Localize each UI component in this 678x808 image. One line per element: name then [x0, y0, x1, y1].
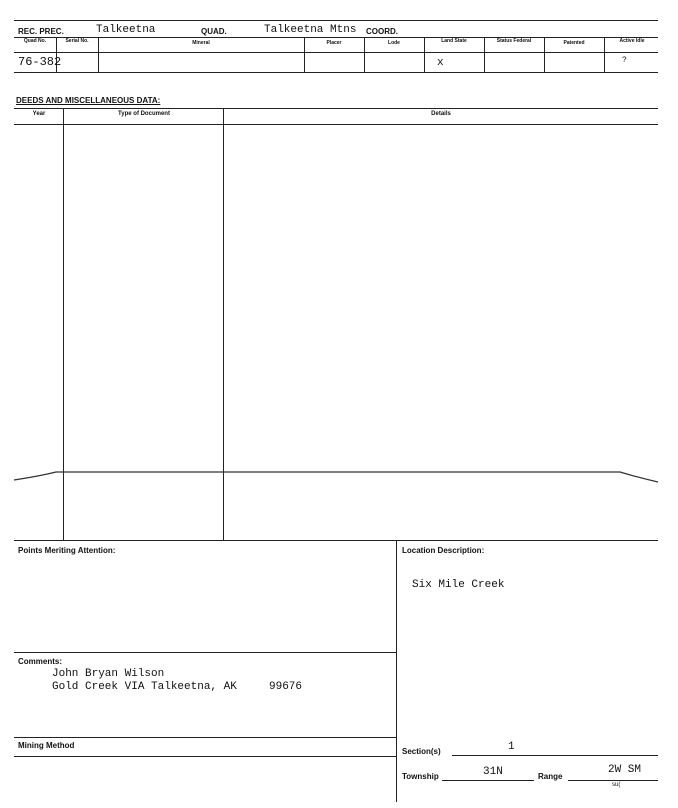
- mining-method-bottom: [14, 756, 396, 757]
- col-active-idle: Active Idle: [619, 38, 645, 44]
- col-status-federal: Status Federal: [496, 38, 532, 44]
- comments-rule: [14, 652, 396, 653]
- range-label: Range: [538, 772, 563, 781]
- comments-line-2: Gold Creek VIA Talkeetna, AK: [52, 681, 237, 693]
- rec-prec-value: Talkeetna: [96, 24, 156, 36]
- deeds-bottom: [14, 540, 658, 541]
- col-land-state: Land State: [441, 38, 467, 44]
- comments-label: Comments:: [18, 657, 63, 666]
- range-underline: [568, 780, 658, 781]
- quad-value: Talkeetna Mtns: [264, 24, 357, 36]
- location-value: Six Mile Creek: [412, 579, 505, 591]
- quad-no-value: 76-382: [18, 55, 62, 69]
- points-label: Points Meriting Attention:: [18, 546, 116, 555]
- township-value: 31N: [483, 766, 503, 778]
- col-lode: Lode: [388, 40, 400, 46]
- col-mineral: Mineral: [192, 40, 210, 46]
- range-subnote: su(: [612, 782, 621, 788]
- section-label: Section(s): [402, 747, 441, 756]
- section-value: 1: [508, 741, 515, 753]
- claims-table-bottom: [14, 72, 658, 73]
- mining-method-label: Mining Method: [18, 741, 75, 750]
- land-state-value: x: [437, 57, 444, 69]
- coord-label: COORD.: [366, 27, 398, 36]
- col-serial-no: Serial No.: [65, 38, 89, 44]
- lower-center-divider: [396, 540, 397, 802]
- fold-crease: [0, 460, 678, 490]
- col-quad-no: Quad No.: [23, 38, 47, 44]
- deeds-header-top: [14, 108, 658, 109]
- claims-table-top: [14, 37, 658, 38]
- section-underline: [452, 755, 658, 756]
- range-value: 2W SM: [608, 764, 642, 776]
- quad-label: QUAD.: [201, 27, 227, 36]
- township-label: Township: [402, 772, 439, 781]
- mining-method-rule: [14, 737, 396, 738]
- col-type-of-document: Type of Document: [118, 111, 170, 117]
- township-underline: [442, 780, 534, 781]
- claims-table-header-bottom: [14, 52, 658, 53]
- top-rule: [14, 20, 658, 21]
- rec-prec-label: REC. PREC.: [18, 27, 64, 36]
- active-idle-value: ?: [622, 56, 627, 65]
- deeds-section-title: DEEDS AND MISCELLANEOUS DATA:: [16, 96, 161, 105]
- col-year: Year: [32, 111, 46, 117]
- location-label: Location Description:: [402, 546, 485, 555]
- col-patented: Patented: [563, 40, 585, 46]
- deeds-header-bottom: [14, 124, 658, 125]
- comments-zip: 99676: [269, 681, 303, 693]
- col-details: Details: [431, 111, 451, 117]
- col-placer: Placer: [326, 40, 342, 46]
- comments-line-1: John Bryan Wilson: [52, 668, 165, 680]
